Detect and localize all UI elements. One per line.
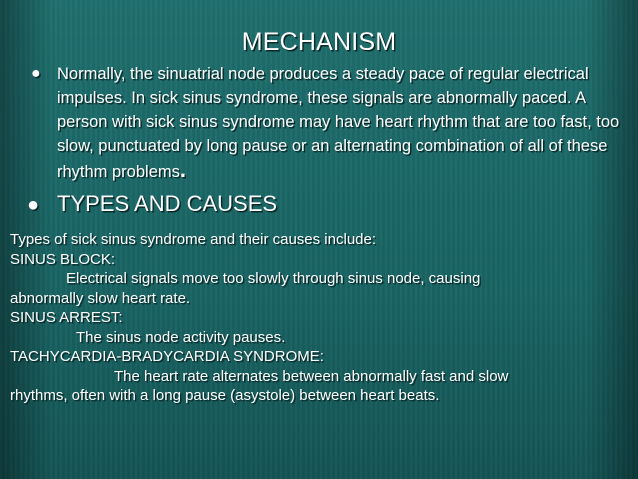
body-line-sinus-block-desc: Electrical signals move too slowly through sinus node, causing [66,270,481,287]
bullet-types-and-causes [27,189,278,219]
bullet-heading: TYPES AND CAUSES [57,191,278,216]
body-line-tachy-brady-heading: TACHYCARDIA-BRADYCARDIA SYNDROME: [10,348,324,365]
causes-body-text [10,230,630,406]
bullet-dot-icon: ● [27,194,40,216]
body-line-sinus-block-heading: SINUS BLOCK: [10,250,116,268]
bullet-end-punctuation: . [179,157,186,182]
body-line-tachy-brady-desc: The heart rate alternates between abnormally fast and slow [114,367,509,385]
bullet-text: Normally, the sinuatrial node produces a steady pace of regular electrical impulses. In sick sinus syndrome, these signals are abnormally paced. A person with sick sinus syndrome may have heart rhythm that are too fast, too slow, punctuated by long pause or an alternating combination of all of these rhythm problems [57,65,620,181]
body-line-sinus-arrest-heading: SINUS ARREST: [10,309,123,326]
body-line-sinus-arrest-desc: The sinus node activity pauses. [76,328,286,346]
body-line-intro: Types of sick sinus syndrome and their causes include: [10,231,377,248]
body-line-sinus-block-desc-cont: abnormally slow heart rate. [10,289,191,307]
body-line-tachy-brady-desc-cont: rhythms, often with a long pause (asystole) between heart beats. [10,387,440,404]
bullet-mechanism-description [31,62,627,184]
bullet-dot-icon: ● [31,65,41,82]
slide-title: MECHANISM [241,28,397,56]
